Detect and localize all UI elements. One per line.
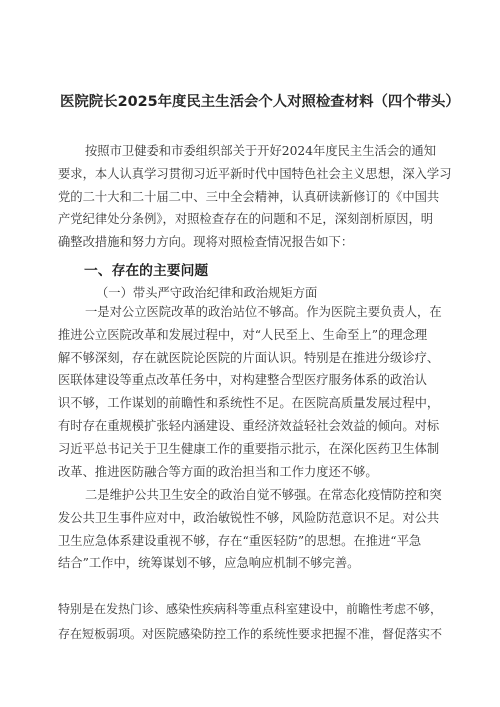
text-line: 党的二十大和二十届二中、三中全会精神，认真研读新修订的《中国共: [58, 189, 440, 204]
text-line: 推进公立医院改革和发展过程中，对“人民至上、生命至上”的理念理: [58, 327, 428, 342]
text-line: 解不够深刻，存在就医院论医院的片面认识。特别是在推进分级诊疗、: [58, 350, 440, 365]
text-line: 要求，本人认真学习贯彻习近平新时代中国特色社会主义思想，深入学习: [58, 166, 452, 181]
text-line: 结合”工作中，统筹谋划不够，应急响应机制不够完善。: [58, 556, 360, 571]
text-line: 改革、推进医防融合等方面的政治担当和工作力度还不够。: [58, 464, 378, 479]
text-line: 一是对公立医院改革的政治站位不够高。作为医院主要负责人，在: [85, 305, 442, 319]
intro-paragraph: [58, 140, 458, 254]
text-line: 卫生应急体系建设重视不够，存在“重医轻防”的思想。在推进“平急: [58, 533, 422, 548]
document-title: 医院院长2025年度民主生活会个人对照检查材料（四个带头）: [60, 94, 460, 110]
text-line: 识不够，工作谋划的前瞻性和系统性不足。在医院高质量发展过程中，: [58, 396, 440, 411]
paragraph-2: [58, 484, 458, 575]
text-line: 医联体建设等重点改革任务中，对构建整合型医疗服务体系的政治认: [58, 373, 427, 388]
text-line: 特别是在发热门诊、感染性疾病科等重点科室建设中，前瞻性考虑不够，: [58, 602, 443, 616]
paragraph-1: [58, 301, 458, 483]
text-line: 按照市卫健委和市委组织部关于开好2024年度民主生活会的通知: [85, 144, 437, 158]
text-line: 产党纪律处分条例》，对照检查存在的问题和不足，深刻剖析原因，明: [58, 212, 434, 227]
text-line: 确整改措施和努力方向。现将对照检查情况报告如下：: [58, 235, 354, 250]
paragraph-3: [58, 597, 468, 646]
text-line: 存在短板弱项。对医院感染防控工作的系统性要求把握不准，督促落实不: [58, 626, 443, 641]
subsection-heading: （一）带头严守政治纪律和政治规矩方面: [96, 286, 318, 300]
text-line: 发公共卫生事件应对中，政治敏锐性不够，风险防范意识不足。对公共: [58, 510, 440, 525]
text-line: 习近平总书记关于卫生健康工作的重要指示批示，在深化医药卫生体制: [58, 441, 440, 456]
text-line: 二是维护公共卫生安全的政治自觉不够强。在常态化疫情防控和突: [85, 488, 442, 502]
section-heading: 一、存在的主要问题: [84, 263, 209, 279]
text-line: 有时存在重规模扩张轻内涵建设、重经济效益轻社会效益的倾向。对标: [58, 418, 440, 433]
